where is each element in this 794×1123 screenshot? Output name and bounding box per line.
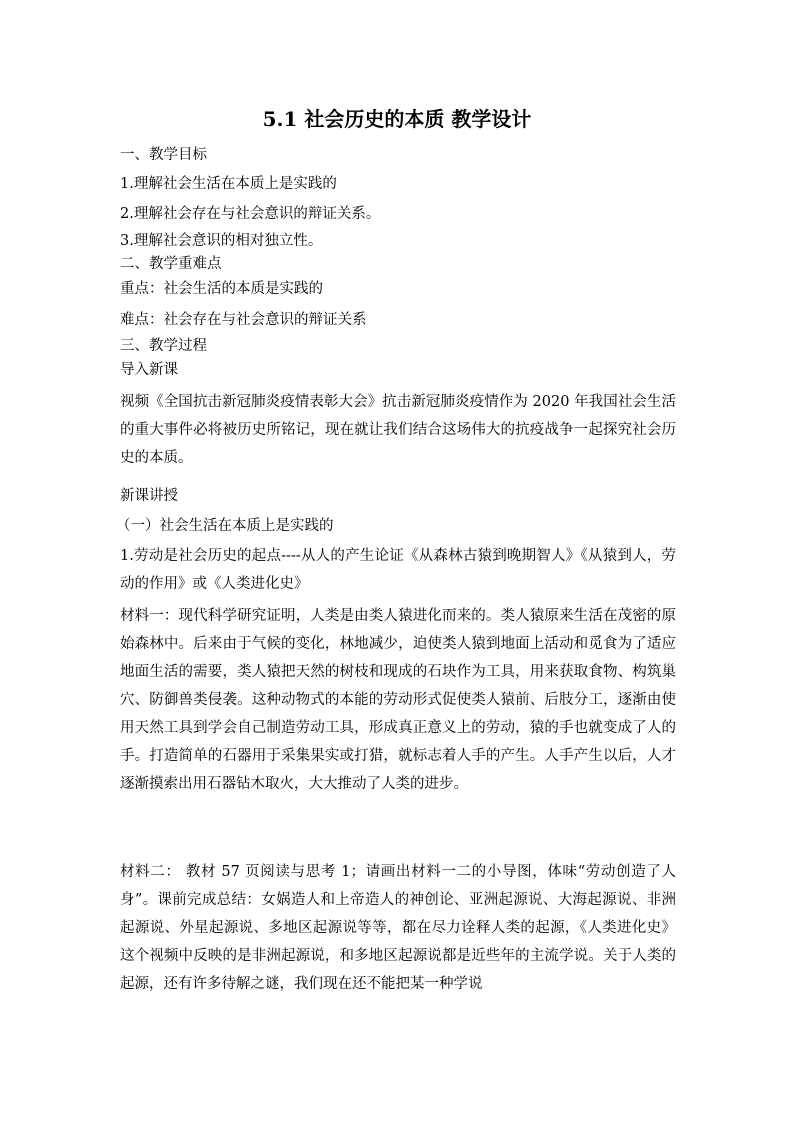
new-lesson-heading: 新课讲授 xyxy=(120,488,178,504)
document-title: 5.1 社会历史的本质 教学设计 xyxy=(262,107,532,131)
subsection-heading-1: （一）社会生活在本质上是实践的 xyxy=(116,518,334,534)
section-heading-key-points: 二、教学重难点 xyxy=(120,256,222,272)
difficult-point: 难点：社会存在与社会意识的辩证关系 xyxy=(120,312,367,328)
point-1-paragraph xyxy=(120,542,676,598)
section-heading-process: 三、教学过程 xyxy=(120,338,207,354)
goal-item-3: 3.理解社会意识的相对独立性。 xyxy=(120,233,323,249)
intro-heading: 导入新课 xyxy=(120,362,178,378)
goal-item-2: 2.理解社会存在与社会意识的辩证关系。 xyxy=(120,206,381,222)
material-1-text: 材料一：现代科学研究证明，人类是由类人猿进化而来的。类人猿原来生活在茂密的原始森林中。后来由于气候的变化，林地减少，迫使类人猿到地面上活动和觅食为了适应地面生活的需要，类人猿把天然的树枝和现成的石块作为工具，用来获取食物、构筑巢穴、防御兽类侵袭。这种动物式的本能的劳动形式促使类人猿前、后肢分工，逐渐由使用天然工具到学会自己制造劳动工具，形成真正意义上的劳动，猿的手也就变成了人的手。打造简单的石器用于采集果实或打猎，就标志着人手的产生。人手产生以后，人才逐渐摸索出用石器钻木取火，大大推动了人类的进步。 xyxy=(120,608,676,792)
intro-paragraph xyxy=(120,388,676,472)
material-2-paragraph xyxy=(120,858,676,998)
section-heading-goals: 一、教学目标 xyxy=(120,147,207,163)
intro-text: 视频《全国抗击新冠肺炎疫情表彰大会》抗击新冠肺炎疫情作为 2020 年我国社会生活的重大事件必将被历史所铭记，现在就让我们结合这场伟大的抗疫战争一起探究社会历史的本质。 xyxy=(120,394,676,466)
goal-item-1: 1.理解社会生活在本质上是实践的 xyxy=(120,176,337,192)
key-point: 重点：社会生活的本质是实践的 xyxy=(120,281,323,297)
material-2-text: 材料二： 教材 57 页阅读与思考 1；请画出材料一二的小导图，体味“劳动创造了人身”。课前完成总结：女娲造人和上帝造人的神创论、亚洲起源说、大海起源说、非洲起源说、外星起源说、多地区起源说等等，都在尽力诠释人类的起源，《人类进化史》这个视频中反映的是非洲起源说，和多地区起源说都是近些年的主流学说。关于人类的起源，还有许多待解之谜，我们现在还不能把某一种学说 xyxy=(120,864,676,992)
material-1-paragraph xyxy=(120,602,676,798)
point-1-text: 1.劳动是社会历史的起点----从人的产生论证《从森林古猿到晚期智人》《从猿到人，劳动的作用》或《人类进化史》 xyxy=(120,548,676,592)
